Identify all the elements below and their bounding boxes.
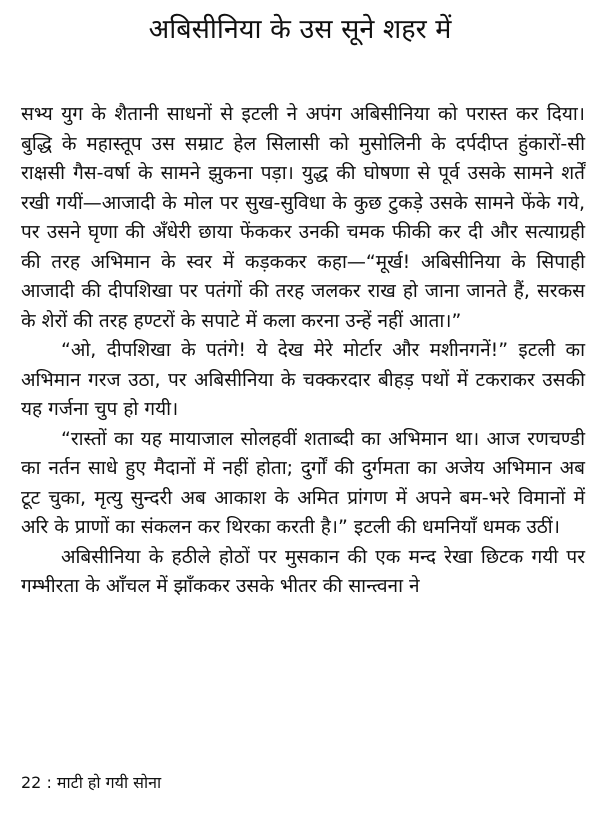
page-footer	[21, 772, 161, 794]
paragraph-4: अबिसीनिया के हठीले होठों पर मुसकान की एक मन्द रेखा छिटक गयी पर गम्भीरता के आँचल में झाँककर उसके भीतर की सान्त्वना ने	[21, 545, 585, 597]
footer-separator: :	[41, 773, 57, 792]
book-title: माटी हो गयी सोना	[56, 773, 162, 792]
body-text	[21, 100, 585, 602]
paragraph-2: “ओ, दीपशिखा के पतंगे! ये देख मेरे मोर्टार और मशीनगनें!” इटली का अभिमान गरज उठा, पर अबिसीनिया के चक्करदार बीहड़ पथों में टकराकर उसकी यह गर्जना चुप हो गयी।	[21, 339, 585, 420]
paragraph-1: सभ्य युग के शैतानी साधनों से इटली ने अपंग अबिसीनिया को परास्त कर दिया। बुद्धि के महास्तूप उस सम्राट हेल सिलासी को मुसोलिनी के दर्पदीप्त हुंकारों-सी राक्षसी गैस-वर्षा के सामने झुकना पड़ा। युद्ध की घोषणा से पूर्व उसके सामने शर्तें रखी गयीं—आजादी के मोल पर सुख-सुविधा के कुछ टुकड़े उसके सामने फेंके गये, पर उसने घृणा की अँधेरी छाया फेंककर उनकी चमक फीकी कर दी और सत्याग्रही की तरह अभिमान के स्वर में कड़ककर कहा—“मूर्ख! अबिसीनिया के सिपाही आजादी की दीपशिखा पर पतंगों की तरह जलकर राख हो जाना जानते हैं, सरकस के शेरों की तरह हण्टरों के सपाटे में कला करना उन्हें नहीं आता।”	[21, 103, 585, 332]
paragraph-3: “रास्तों का यह मायाजाल सोलहवीं शताब्दी का अभिमान था। आज रणचण्डी का नर्तन साधे हुए मैदानों में नहीं होता; दुर्गों की दुर्गमता का अजेय अभिमान अब टूट चुका, मृत्यु सुन्दरी अब आकाश के अमित प्रांगण में अपने बम-भरे विमानों में अरि के प्राणों का संकलन कर थिरका करती है।” इटली की धमनियाँ धमक उठीं।	[21, 427, 585, 538]
page-number: 22	[21, 773, 42, 792]
chapter-title: अबिसीनिया के उस सूने शहर में	[148, 14, 452, 45]
